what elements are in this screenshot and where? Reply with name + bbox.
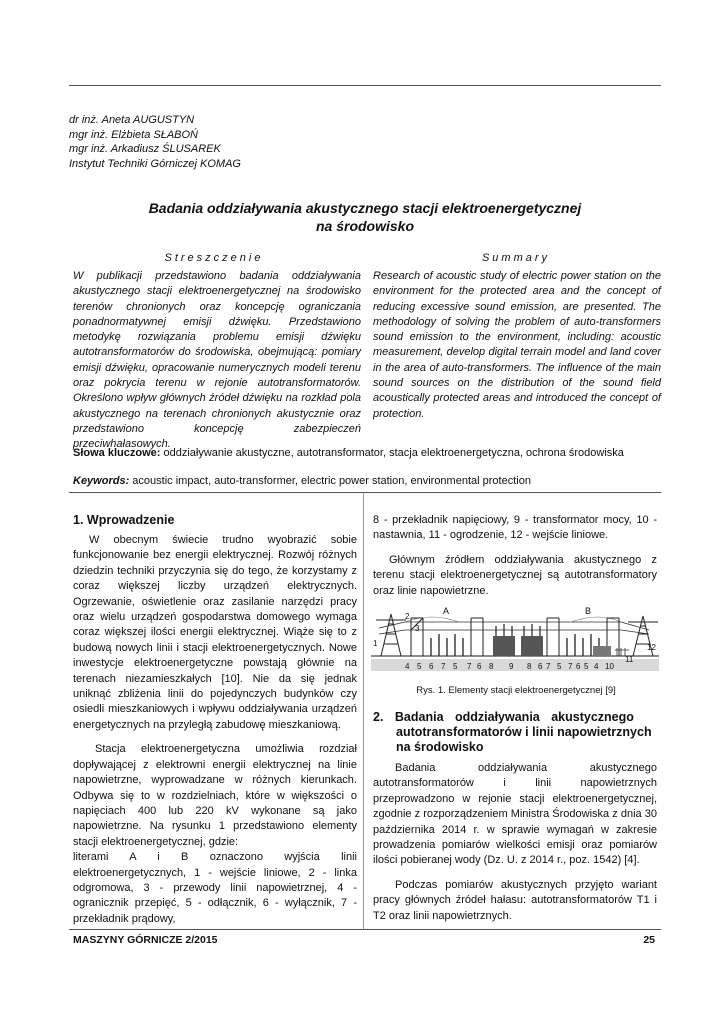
abstract-pl: W publikacji przedstawiono badania oddziaływania akustycznego stacji elektroenergetycznej na środowisko terenów chronionych oraz koncepcję ograniczania ponadnormatywnej emisji dźwięku. Przedstawiono metodykę rozwiązania problemu emisji dźwięku autotransformatorów do środowiska, obejmującą: pomiary emisji dźwięku, opracowanie numerycznych modeli terenu oraz pokrycia terenu w rejonie autotransformatorów. Określono wpływ głównych źródeł dźwięku na rozkład pola akustycznego na terenach chronionych akustycznie oraz przedstawiono koncepcję zabezpieczeń przeciwhałasowych. xyxy=(73,270,361,451)
footer-rule xyxy=(69,929,661,930)
figure-label-2: 2 xyxy=(405,612,410,621)
figure-substation-diagram xyxy=(371,604,659,672)
paper-title xyxy=(69,199,661,235)
paragraph: Badania oddziaływania akustycznego autotransformatorów i linii napowietrznych przeprowadzono w rejonie stacji elektroenergetycznej, zgodnie z rozporządzeniem Ministra Środowiska z dnia 30 października 2014 r. w sprawie wymagań w zakresie prowadzenia pomiarów wielkości emisji oraz pomiarów ilości pobieranej wody (Dz. U. z 2014 r., poz. 1542) [4]. xyxy=(373,762,657,867)
top-rule xyxy=(69,85,661,86)
figure-bottom-label: 6 xyxy=(429,662,434,671)
figure-bottom-label: 5 xyxy=(417,662,422,671)
figure-label-b: B xyxy=(585,606,592,616)
figure-bottom-label: 9 xyxy=(509,662,514,671)
figure-bottom-label: 4 xyxy=(405,662,410,671)
figure-bottom-label: 5 xyxy=(557,662,562,671)
section-1-body xyxy=(73,533,357,927)
paragraph: Głównym źródłem oddziaływania akustycznego z terenu stacji elektroenergetycznej są autotransformatory oraz linie napowietrzne. xyxy=(373,553,657,597)
abstract-pl-heading: Streszczenie xyxy=(164,252,264,264)
figure-label-3: 3 xyxy=(415,624,420,633)
section-2-heading-line-2: autotransformatorów i linii napowietrznych xyxy=(396,725,652,739)
figure-bottom-label: 6 xyxy=(538,662,543,671)
figure-label-11: 11 xyxy=(625,655,634,664)
keywords-pl-text: oddziaływanie akustyczne, autotransformator, stacja elektroenergetyczna, ochrona środowiska xyxy=(160,447,624,459)
section-1-heading: 1. Wprowadzenie xyxy=(73,513,175,527)
author-2: mgr inż. Elżbieta SŁABOŃ xyxy=(69,128,198,141)
figure-bottom-label: 6 xyxy=(576,662,581,671)
keywords-en-label: Keywords: xyxy=(73,475,130,487)
keywords-pl-label: Słowa kluczowe: xyxy=(73,447,161,459)
keywords-en xyxy=(73,474,655,489)
paragraph: literami A i B oznaczono wyjścia linii elektroenergetycznych, 1 - wejście liniowe, 2 - linka odgromowa, 3 - przewody linii napowietrznej, 4 - ogranicznik przepięć, 5 - odłącznik, 6 - wyłącznik, 7 - przekładnik prądowy, xyxy=(73,851,357,925)
figure-bottom-label: 5 xyxy=(584,662,589,671)
keywords-rule xyxy=(69,492,661,493)
abstract-en-heading: Summary xyxy=(481,252,551,264)
figure-bottom-label: 7 xyxy=(441,662,446,671)
journal-name: MASZYNY GÓRNICZE 2/2015 xyxy=(73,934,218,946)
figure-label-12: 12 xyxy=(647,643,656,652)
figure-caption: Rys. 1. Elementy stacji elektroenergetycznej [9] xyxy=(416,685,616,696)
section-1-continued xyxy=(373,513,657,599)
figure-bottom-label: 4 xyxy=(594,662,599,671)
figure-bottom-label: 7 xyxy=(568,662,573,671)
section-2-heading-line-3: na środowisko xyxy=(396,740,484,754)
column-divider xyxy=(363,493,364,929)
figure-bottom-label: 7 xyxy=(546,662,551,671)
figure-bottom-label: 6 xyxy=(477,662,482,671)
title-line-1: Badania oddziaływania akustycznego stacji elektroenergetycznej xyxy=(148,200,582,216)
author-block xyxy=(69,113,469,171)
figure-bottom-label: 8 xyxy=(489,662,494,671)
figure-bottom-label: 8 xyxy=(527,662,532,671)
section-2-heading xyxy=(373,710,657,755)
page-number: 25 xyxy=(643,934,655,946)
figure-label-a: A xyxy=(443,606,450,616)
figure-bottom-label: 10 xyxy=(605,662,614,671)
figure-label-1: 1 xyxy=(373,639,378,648)
keywords-pl xyxy=(73,446,655,461)
paragraph: Podczas pomiarów akustycznych przyjęto wariant pracy głównych źródeł hałasu: autotransformatorów T1 i T2 oraz linii napowietrznych. xyxy=(373,878,657,922)
keywords-en-text: acoustic impact, auto-transformer, electric power station, environmental protection xyxy=(129,475,531,487)
paragraph: 8 - przekładnik napięciowy, 9 - transformator mocy, 10 - nastawnia, 11 - ogrodzenie, 12 - wejście liniowe. xyxy=(373,514,657,542)
author-3: mgr inż. Arkadiusz ŚLUSAREK xyxy=(69,143,221,155)
paragraph: W obecnym świecie trudno wyobrazić sobie funkcjonowanie bez energii elektrycznej. Rozwój różnych dziedzin techniki przyczynia się do tego, że korzystamy z coraz większej liczby urządzeń elektrycznych. Ogrzewanie, oświetlenie oraz zasilanie narzędzi pracy oraz wielu urządzeń gospodarstwa domowego wymaga coraz większej ilości energii elektrycznej. Wiąże się to z budową nowych linii i stacji elektroenergetycznych. Nowe inwestycje elektroenergetyczne powstają głównie na terenach niezamieszkałych [10]. Nie da się jednak uniknąć zbliżenia linii do pojedynczych budynków czy osiedli mieszkaniowych i wpływu oddziaływania urządzeń energetycznych na przyległą zabudowę mieszkaniową. xyxy=(73,534,357,731)
figure-bottom-label: 5 xyxy=(453,662,458,671)
title-line-2: na środowisko xyxy=(315,218,415,234)
paragraph: Stacja elektroenergetyczna umożliwia rozdział dopływającej z elektrowni energii elektrycznej na linie napowietrzne, wyprowadzane w różnych kierunkach. Odbywa się to w rozdzielniach, które w większości o napięciach 400 lub 220 kV wykonane są jako napowietrzne. Na rysunku 1 przedstawiono elementy stacji elektroenergetycznej, gdzie: xyxy=(73,743,357,848)
abstract-en: Research of acoustic study of electric power station on the environment for the protected area and the concept of reducing excessive sound emission, are presented. The methodology of solving the problem of auto-transformers sound emission to the environment, including: acoustic measurement, develop digital terrain model and land cover in the area of auto-transformers. The influence of the main sound sources on the distribution of the sound field acoustically protected areas and introduced the concept of protection. xyxy=(373,270,661,420)
figure-bottom-label: 7 xyxy=(467,662,472,671)
institution: Instytut Techniki Górniczej KOMAG xyxy=(69,157,241,170)
section-2-heading-line-1: 2. Badania oddziaływania akustycznego xyxy=(373,710,634,724)
author-1: dr inż. Aneta AUGUSTYN xyxy=(69,114,195,126)
section-2-body xyxy=(373,761,657,924)
